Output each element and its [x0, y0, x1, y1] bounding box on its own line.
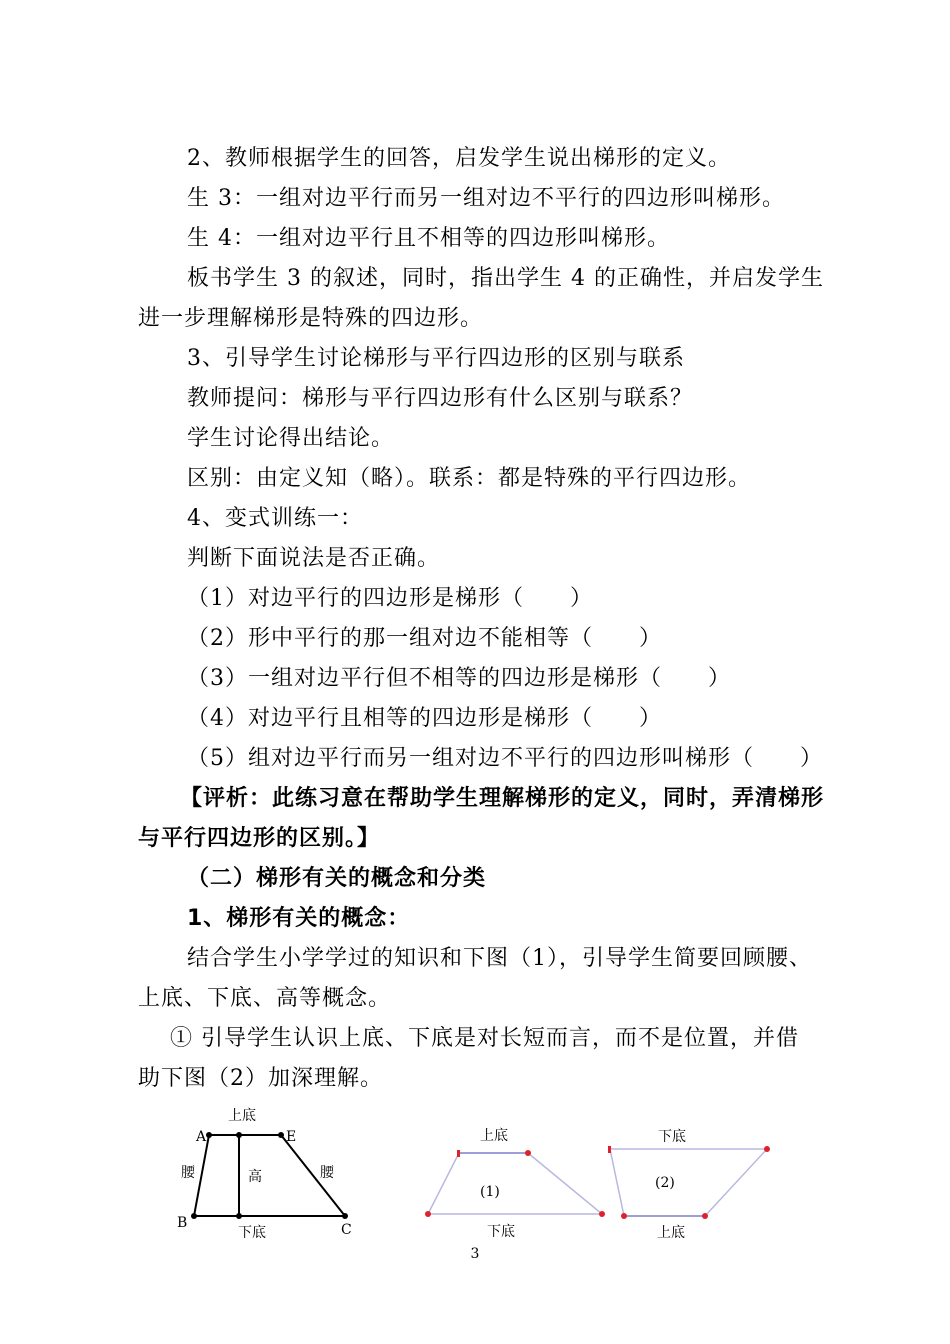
figure-trapezoid-1: [425, 1127, 605, 1240]
text-line: 判断下面说法是否正确。: [187, 546, 441, 571]
page-number: 3: [470, 1246, 480, 1262]
section-heading: （二）梯形有关的概念和分类: [187, 866, 487, 891]
figure-trapezoid-labeled: [177, 1107, 352, 1241]
exercise-item: （1）对边平行的四边形是梯形（ ）: [187, 586, 593, 611]
top-base-label: 上底: [480, 1128, 508, 1144]
vertex-label-c: C: [341, 1222, 352, 1238]
bottom-base-label: 下底: [238, 1225, 266, 1241]
vertex-label-a: A: [196, 1129, 207, 1145]
text-line: 4、变式训练一：: [187, 506, 363, 531]
comment-line: 与平行四边形的区别。】: [138, 826, 381, 851]
figure-caption: (2): [655, 1175, 675, 1191]
text-line: 上底、下底、高等概念。: [138, 986, 392, 1011]
vertex-label-b: B: [177, 1215, 188, 1231]
right-leg-label: 腰: [320, 1165, 334, 1181]
text-line: 板书学生 3 的叙述，同时，指出学生 4 的正确性，并启发学生: [187, 266, 824, 291]
bottom-base-label: 下底: [487, 1224, 515, 1240]
exercise-item: （4）对边平行且相等的四边形是梯形（ ）: [187, 706, 662, 731]
subsection-heading: 1、梯形有关的概念：: [187, 906, 411, 931]
text-line: 区别：由定义知（略）。联系：都是特殊的平行四边形。: [187, 466, 752, 491]
text-line: 学生讨论得出结论。: [187, 426, 395, 451]
text-line: 助下图（2）加深理解。: [138, 1066, 383, 1091]
text-line: ① 引导学生认识上底、下底是对长短而言，而不是位置，并借: [170, 1026, 799, 1051]
text-line: 进一步理解梯形是特殊的四边形。: [138, 306, 484, 331]
text-line: 2、教师根据学生的回答，启发学生说出梯形的定义。: [187, 146, 731, 171]
vertex-label-e: E: [286, 1129, 297, 1145]
text-line: 生 3：一组对边平行而另一组对边不平行的四边形叫梯形。: [187, 186, 785, 211]
figure-caption: (1): [480, 1184, 500, 1200]
text-line: 3、引导学生讨论梯形与平行四边形的区别与联系: [187, 346, 685, 371]
text-line: 结合学生小学学过的知识和下图（1），引导学生简要回顾腰、: [187, 946, 812, 971]
trapezoid-figures: [0, 1095, 950, 1255]
top-base-label: 上底: [228, 1108, 256, 1124]
exercise-item: （3）一组对边平行但不相等的四边形是梯形（ ）: [187, 666, 731, 691]
figure-trapezoid-2: [608, 1128, 770, 1241]
height-label: 高: [248, 1169, 262, 1185]
comment-line: 【评析：此练习意在帮助学生理解梯形的定义，同时，弄清梯形: [180, 786, 825, 811]
exercise-item: （5）组对边平行而另一组对边不平行的四边形叫梯形（ ）: [187, 746, 823, 771]
text-line: 教师提问：梯形与平行四边形有什么区别与联系？: [187, 386, 694, 411]
left-leg-label: 腰: [181, 1165, 195, 1181]
bottom-side-label: 上底: [657, 1225, 685, 1241]
text-line: 生 4：一组对边平行且不相等的四边形叫梯形。: [187, 226, 670, 251]
top-side-label: 下底: [658, 1129, 686, 1145]
exercise-item: （2）形中平行的那一组对边不能相等（ ）: [187, 626, 662, 651]
